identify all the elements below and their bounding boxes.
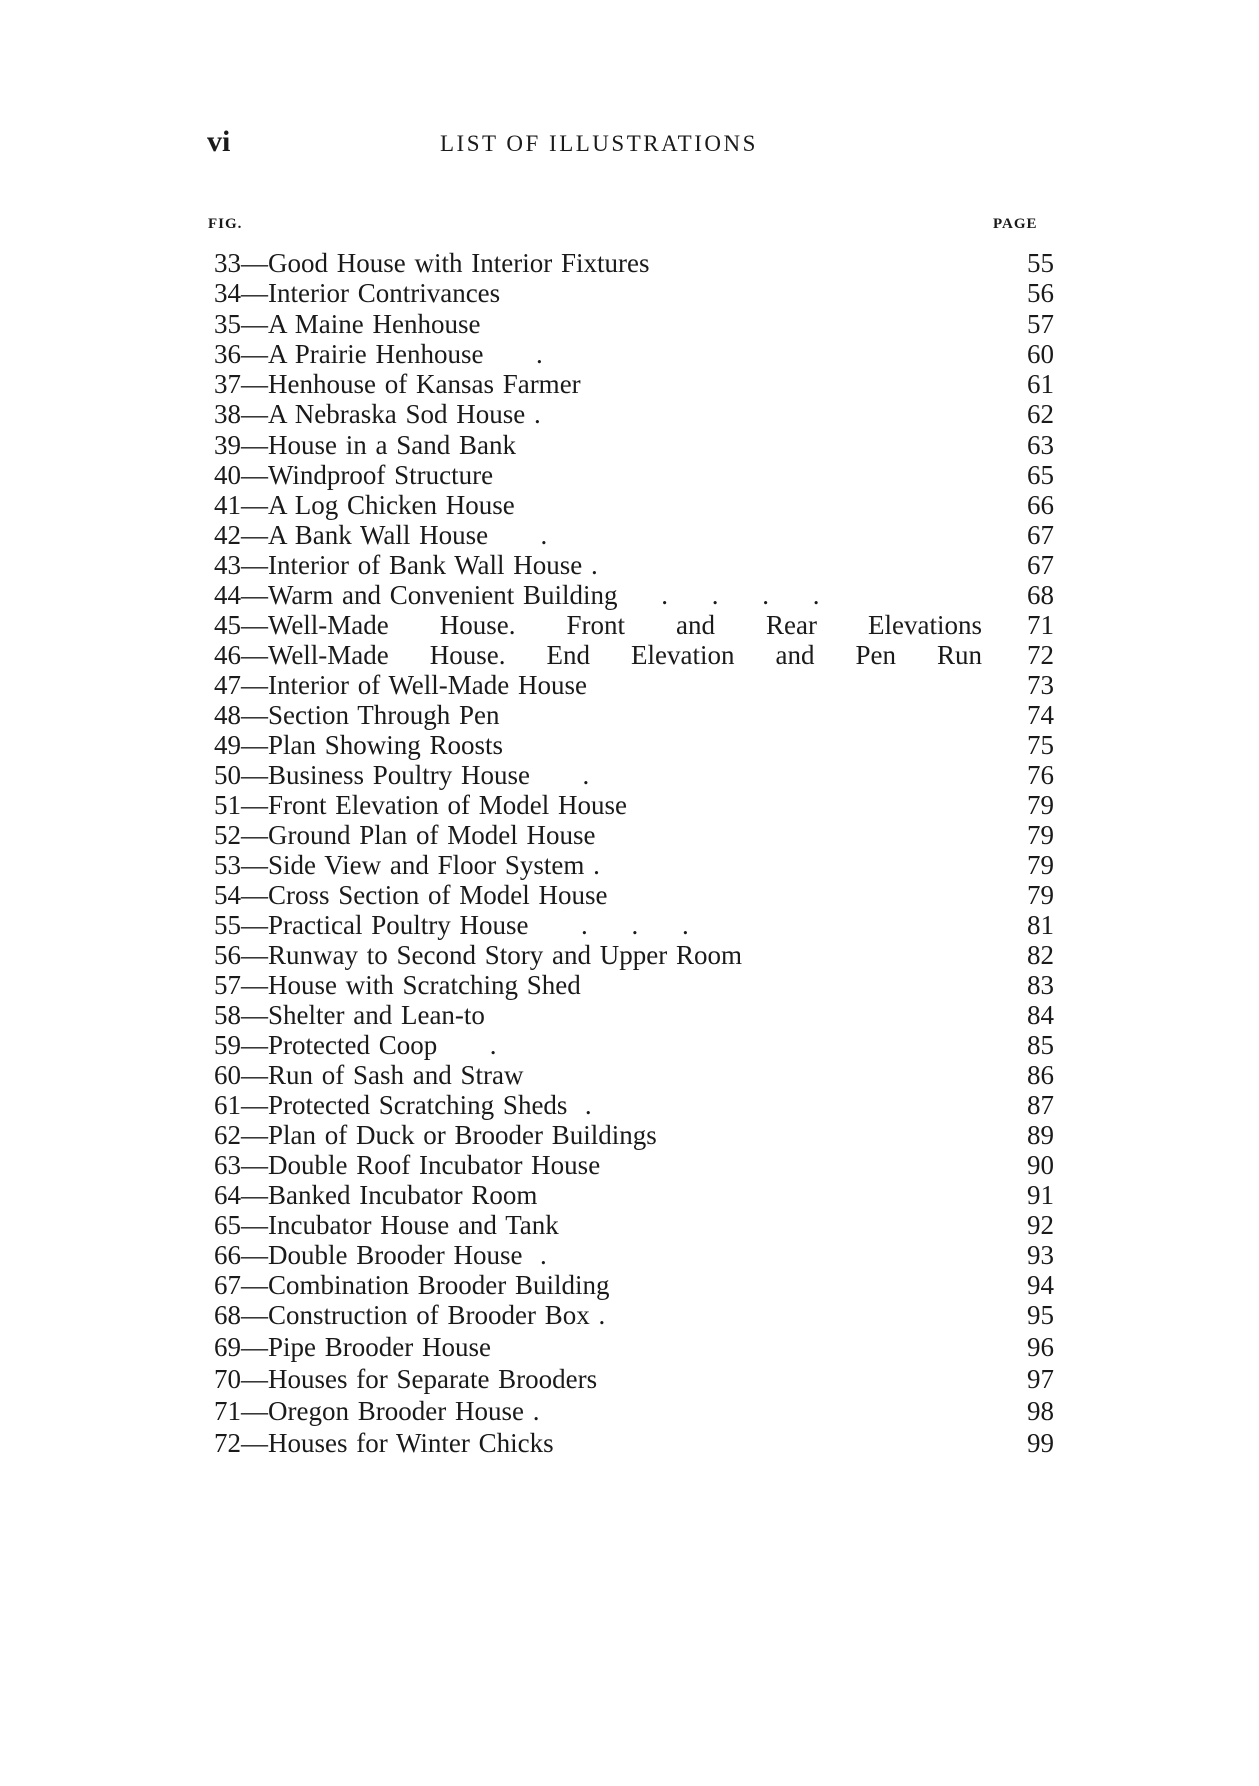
- illustration-caption: 52—Ground Plan of Model House: [214, 820, 596, 850]
- illustration-page-number: 90: [1027, 1150, 1054, 1180]
- illustration-page-number: 72: [1027, 640, 1054, 670]
- illustration-page-number: 60: [1027, 339, 1054, 369]
- illustration-caption: 44—Warm and Convenient Building . . . .: [214, 580, 820, 610]
- illustration-page-number: 99: [1027, 1428, 1054, 1458]
- illustration-page-number: 79: [1027, 880, 1054, 910]
- illustration-entry: [214, 548, 1054, 582]
- illustration-entry: [214, 1148, 1054, 1182]
- illustration-page-number: 68: [1027, 580, 1054, 610]
- illustration-entry: [214, 908, 1054, 942]
- illustration-entry: [214, 728, 1054, 762]
- illustration-entry: [214, 998, 1054, 1032]
- illustration-caption: 59—Protected Coop .: [214, 1030, 497, 1060]
- illustration-caption: 34—Interior Contrivances: [214, 278, 501, 308]
- illustration-caption: 57—House with Scratching Shed: [214, 970, 581, 1000]
- illustration-page-number: 93: [1027, 1240, 1054, 1270]
- illustration-entry: [214, 1268, 1054, 1302]
- illustration-entry: [214, 968, 1054, 1002]
- illustration-page-number: 81: [1027, 910, 1054, 940]
- illustration-entry: [214, 1118, 1054, 1152]
- illustration-entry: [214, 698, 1054, 732]
- illustration-caption: 60—Run of Sash and Straw: [214, 1060, 524, 1090]
- illustration-entry: [214, 246, 1054, 280]
- illustration-caption: 33—Good House with Interior Fixtures: [214, 248, 650, 278]
- illustration-page-number: 71: [1027, 610, 1054, 640]
- illustration-caption: 61—Protected Scratching Sheds .: [214, 1090, 592, 1120]
- illustration-entry: [214, 397, 1054, 431]
- illustration-entry: [214, 518, 1054, 552]
- illustration-entry: [214, 668, 1054, 702]
- illustration-entry: [214, 1238, 1054, 1272]
- illustration-caption: 37—Henhouse of Kansas Farmer: [214, 369, 581, 399]
- illustration-entry: [214, 1426, 1054, 1460]
- illustration-caption: 70—Houses for Separate Brooders: [214, 1364, 598, 1394]
- page-column-header: PAGE: [993, 216, 1038, 232]
- illustration-page-number: 76: [1027, 760, 1054, 790]
- illustration-caption: 63—Double Roof Incubator House: [214, 1150, 601, 1180]
- illustration-page-number: 95: [1027, 1300, 1054, 1330]
- illustration-page-number: 94: [1027, 1270, 1054, 1300]
- illustration-page-number: 79: [1027, 790, 1054, 820]
- illustration-caption: 48—Section Through Pen: [214, 700, 500, 730]
- fig-column-header: FIG.: [208, 216, 243, 232]
- illustration-caption: 41—A Log Chicken House: [214, 490, 515, 520]
- illustration-caption: 45—Well-Made House. Front and Rear Elevations: [214, 610, 982, 640]
- illustration-entry: [214, 276, 1054, 310]
- illustration-caption: 71—Oregon Brooder House .: [214, 1396, 540, 1426]
- illustration-caption: 49—Plan Showing Roosts: [214, 730, 504, 760]
- illustration-entry: [214, 1394, 1054, 1428]
- illustration-caption: 68—Construction of Brooder Box .: [214, 1300, 606, 1330]
- illustration-page-number: 84: [1027, 1000, 1054, 1030]
- illustration-entry: [214, 337, 1054, 371]
- illustration-caption: 36—A Prairie Henhouse .: [214, 339, 543, 369]
- illustration-caption: 43—Interior of Bank Wall House .: [214, 550, 598, 580]
- illustration-page-number: 82: [1027, 940, 1054, 970]
- illustration-page-number: 55: [1027, 248, 1054, 278]
- illustration-page-number: 89: [1027, 1120, 1054, 1150]
- illustration-caption: 40—Windproof Structure: [214, 460, 494, 490]
- illustration-caption: 64—Banked Incubator Room: [214, 1180, 538, 1210]
- illustration-entry: [214, 488, 1054, 522]
- illustration-caption: 62—Plan of Duck or Brooder Buildings: [214, 1120, 657, 1150]
- illustration-page-number: 73: [1027, 670, 1054, 700]
- illustration-page-number: 79: [1027, 850, 1054, 880]
- illustration-page-number: 61: [1027, 369, 1054, 399]
- illustration-entry: [214, 1298, 1054, 1332]
- illustration-page-number: 63: [1027, 430, 1054, 460]
- illustration-page-number: 87: [1027, 1090, 1054, 1120]
- illustration-page-number: 75: [1027, 730, 1054, 760]
- illustration-caption: 66—Double Brooder House .: [214, 1240, 547, 1270]
- illustration-page-number: 66: [1027, 490, 1054, 520]
- page-number: vi: [207, 125, 231, 158]
- illustration-entry: [214, 1330, 1054, 1364]
- illustration-page-number: 98: [1027, 1396, 1054, 1426]
- illustration-entry: [214, 878, 1054, 912]
- illustration-entry: [214, 1088, 1054, 1122]
- illustration-caption: 56—Runway to Second Story and Upper Room: [214, 940, 742, 970]
- illustration-page-number: 97: [1027, 1364, 1054, 1394]
- illustration-entry: [214, 608, 1054, 642]
- illustration-page-number: 65: [1027, 460, 1054, 490]
- illustration-entry: [214, 1208, 1054, 1242]
- illustration-page-number: 79: [1027, 820, 1054, 850]
- illustration-caption: 35—A Maine Henhouse: [214, 309, 481, 339]
- illustration-entry: [214, 788, 1054, 822]
- illustration-entry: [214, 848, 1054, 882]
- illustration-entry: [214, 1028, 1054, 1062]
- illustration-entry: [214, 307, 1054, 341]
- illustration-page-number: 83: [1027, 970, 1054, 1000]
- illustration-page-number: 85: [1027, 1030, 1054, 1060]
- illustration-caption: 51—Front Elevation of Model House: [214, 790, 627, 820]
- illustration-page-number: 86: [1027, 1060, 1054, 1090]
- illustration-caption: 54—Cross Section of Model House: [214, 880, 608, 910]
- illustration-entry: [214, 938, 1054, 972]
- illustration-caption: 55—Practical Poultry House . . .: [214, 910, 689, 940]
- illustration-page-number: 67: [1027, 520, 1054, 550]
- illustration-caption: 47—Interior of Well-Made House: [214, 670, 587, 700]
- illustration-caption: 69—Pipe Brooder House: [214, 1332, 491, 1362]
- running-head-title: LIST OF ILLUSTRATIONS: [440, 131, 758, 156]
- illustration-caption: 39—House in a Sand Bank: [214, 430, 516, 460]
- illustration-page-number: 62: [1027, 399, 1054, 429]
- illustration-entry: [214, 428, 1054, 462]
- illustration-caption: 38—A Nebraska Sod House .: [214, 399, 541, 429]
- illustration-entry: [214, 367, 1054, 401]
- illustration-entry: [214, 818, 1054, 852]
- illustration-caption: 67—Combination Brooder Building: [214, 1270, 610, 1300]
- illustration-page-number: 67: [1027, 550, 1054, 580]
- illustration-caption: 53—Side View and Floor System .: [214, 850, 600, 880]
- illustration-entry: [214, 578, 1054, 612]
- illustration-caption: 65—Incubator House and Tank: [214, 1210, 559, 1240]
- illustration-entry: [214, 1058, 1054, 1092]
- illustration-page-number: 57: [1027, 309, 1054, 339]
- illustration-caption: 46—Well-Made House. End Elevation and Pen Run: [214, 640, 982, 670]
- illustration-entry: [214, 1362, 1054, 1396]
- illustration-caption: 50—Business Poultry House .: [214, 760, 590, 790]
- illustration-page-number: 92: [1027, 1210, 1054, 1240]
- illustration-caption: 58—Shelter and Lean-to: [214, 1000, 485, 1030]
- illustration-page-number: 74: [1027, 700, 1054, 730]
- illustration-caption: 72—Houses for Winter Chicks: [214, 1428, 554, 1458]
- illustration-page-number: 96: [1027, 1332, 1054, 1362]
- illustration-entry: [214, 638, 1054, 672]
- illustration-page-number: 91: [1027, 1180, 1054, 1210]
- illustration-entry: [214, 758, 1054, 792]
- illustration-page-number: 56: [1027, 278, 1054, 308]
- illustration-entry: [214, 458, 1054, 492]
- illustration-entry: [214, 1178, 1054, 1212]
- illustration-caption: 42—A Bank Wall House .: [214, 520, 548, 550]
